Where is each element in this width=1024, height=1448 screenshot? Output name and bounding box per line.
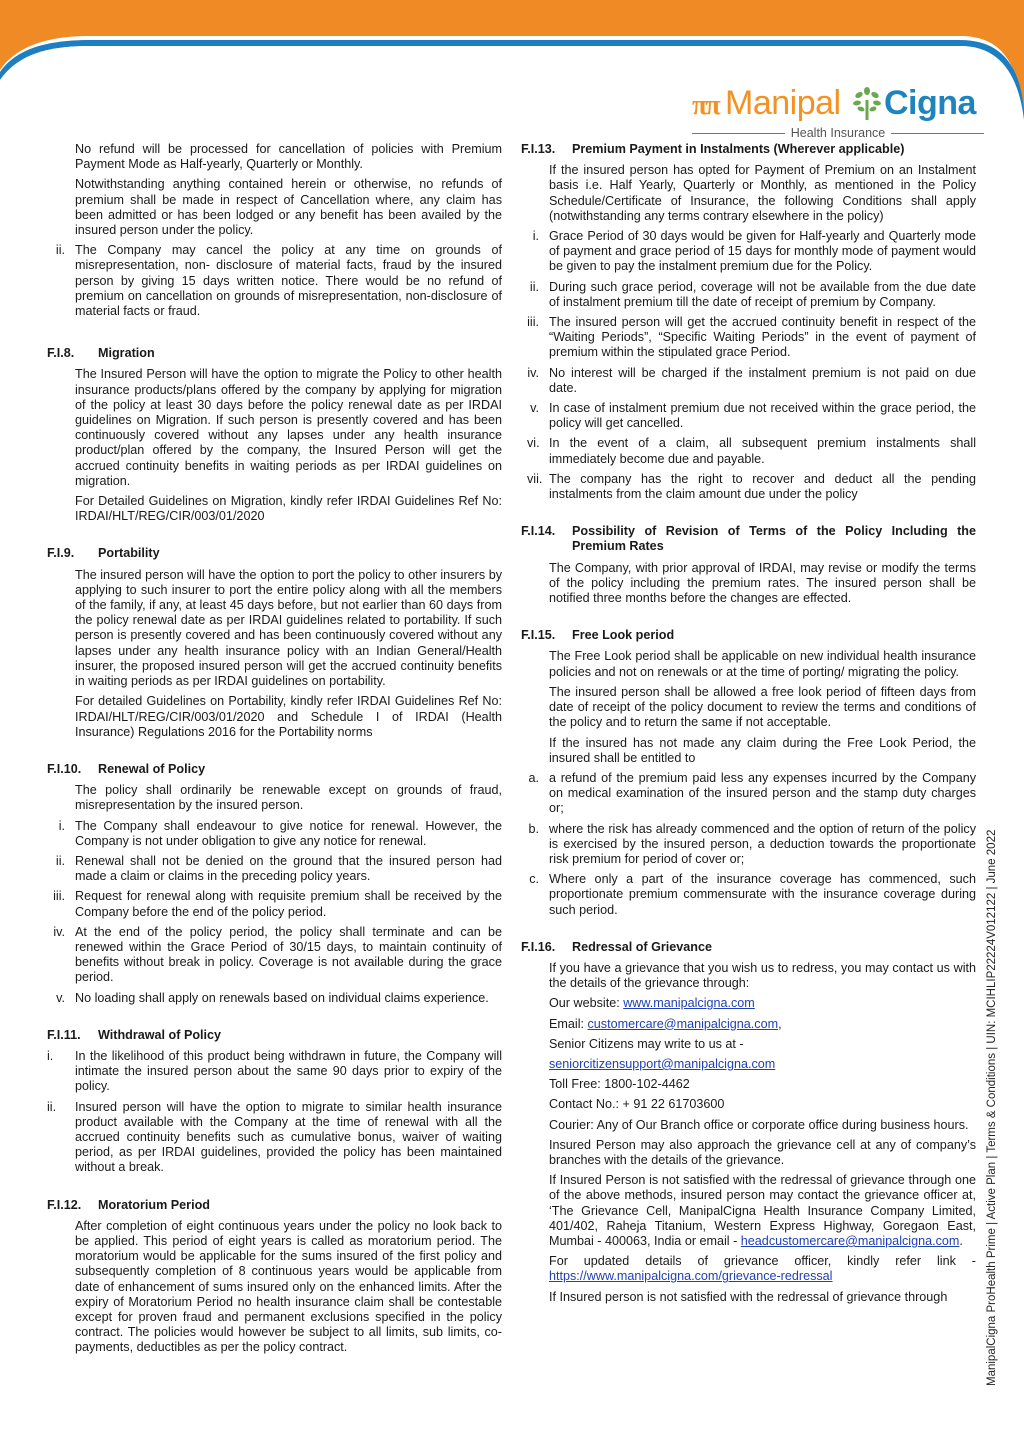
contact-number: Contact No.: + 91 22 61703600 bbox=[549, 1097, 725, 1112]
paragraph: Courier: Any of Our Branch office or corporate office during business hours. bbox=[549, 1117, 969, 1132]
list-text: In the event of a claim, all subsequent premium instalments shall immediately become due and payable. bbox=[549, 436, 976, 466]
email-label: Email: bbox=[549, 1016, 588, 1031]
list-text: The insured person will get the accrued continuity benefit in respect of the “Waiting Periods”, “Specific Waiting Periods” in the event of payment of premium within the stipulated grace Period. bbox=[549, 315, 976, 360]
section-heading bbox=[47, 1028, 502, 1043]
right-column bbox=[521, 142, 976, 1305]
toll-free: Toll Free: 1800-102-4462 bbox=[549, 1077, 690, 1092]
list-marker: iii. bbox=[53, 889, 65, 904]
logo-subtitle bbox=[692, 126, 984, 140]
list-item bbox=[527, 315, 976, 361]
website-line bbox=[549, 996, 976, 1011]
list-text: Where only a part of the insurance coverage has commenced, such proportionate premium commensurate with the insurance coverage during such period. bbox=[549, 872, 976, 917]
side-footer-text: ManipalCigna ProHealth Prime | Active Plan | Terms & Conditions | UIN: MCIHLIP22224V012122 | June 2022 bbox=[986, 829, 998, 1386]
logo-mark: ππ bbox=[692, 90, 719, 121]
list-marker: c. bbox=[529, 872, 539, 887]
paragraph: Notwithstanding anything contained herein or otherwise, no refunds of premium shall be made in respect of Cancellation where, any claim has been admitted or has been lodged or any benefit has been availed by the insured person under the policy. bbox=[75, 177, 502, 238]
section-number: F.I.12. bbox=[47, 1197, 82, 1212]
paragraph bbox=[549, 1254, 976, 1284]
section-title: Portability bbox=[98, 546, 160, 561]
list-marker: vi. bbox=[527, 436, 540, 451]
section-number: F.I.14. bbox=[521, 524, 556, 539]
section-title: Redressal of Grievance bbox=[572, 939, 713, 954]
paragraph: The Company, with prior approval of IRDAI, may revise or modify the terms of the policy including the premium rates. The insured person shall be notified three months before the changes are effected. bbox=[549, 560, 976, 606]
list-marker: i. bbox=[532, 229, 539, 244]
paragraph: No refund will be processed for cancellation of policies with Premium Payment Mode as Half-yearly, Quarterly or Monthly. bbox=[75, 142, 502, 172]
list-item bbox=[527, 365, 976, 396]
paragraph: The Free Look period shall be applicable on new individual health insurance policies and not on renewals or at the time of porting/ migrating the policy. bbox=[549, 649, 976, 679]
list-item bbox=[53, 889, 502, 919]
paragraph: Insured Person may also approach the grievance cell at any of company’s branches with the details of the grievance. bbox=[549, 1137, 976, 1167]
list-item bbox=[529, 279, 976, 310]
list-text: In case of instalment premium due not received within the grace period, the policy will get cancelled. bbox=[549, 401, 976, 431]
senior-email-line bbox=[549, 1057, 976, 1072]
paragraph: The insured person will have the option to port the policy to other insurers by applying to such insurer to port the entire policy along with all the members of the family, if any, at least 45 days before, but not earlier than 60 days from the policy renewal date as per IRDAI guidelines related to portability. If such person is presently covered and has been continuously covered without any lapses under any health insurance policy with an Indian General/Health insurer, the proposed insured person will get the accrued continuity benefits in waiting periods as per IRDAI guidelines on portability. bbox=[75, 567, 502, 689]
list-text: The company has the right to recover and deduct all the pending instalments from the claim amount due under the policy bbox=[549, 471, 976, 502]
list-marker: ii. bbox=[529, 279, 539, 294]
list-marker: ii. bbox=[55, 243, 65, 258]
paragraph: The insured person shall be allowed a free look period of fifteen days from date of receipt of the policy document to review the terms and conditions of the policy and to return the same if not acceptable. bbox=[549, 684, 976, 730]
section-heading bbox=[47, 346, 502, 361]
list-item bbox=[58, 818, 502, 849]
updated-text: For updated details of grievance officer, kindly refer link - bbox=[549, 1254, 976, 1269]
email-link[interactable]: customercare@manipalcigna.com bbox=[587, 1016, 779, 1031]
section-number: F.I.10. bbox=[47, 761, 82, 776]
logo-name-manipal: Manipal bbox=[725, 84, 841, 122]
list-marker: v. bbox=[530, 401, 539, 416]
section-title: Migration bbox=[98, 346, 155, 361]
list-marker: a. bbox=[528, 770, 539, 785]
list-item bbox=[55, 853, 502, 884]
list-marker: ii. bbox=[47, 1099, 57, 1114]
paragraph bbox=[549, 1173, 976, 1249]
unsatisfied-text: If Insured Person is not satisfied with the redressal of grievance through one of the above methods, insured person may contact the grievance officer at, ‘The Grievance Cell, ManipalCigna Health Insurance Company Limited, 401/402, Raheja Titanium, Western Express Highway, Goregaon East, Mumbai - 400063, India or email - bbox=[549, 1173, 976, 1248]
section-heading bbox=[47, 762, 502, 777]
list-text: Renewal shall not be denied on the ground that the insured person had made a claim or claims in the preceding policy years. bbox=[75, 853, 502, 884]
section-title: Premium Payment in Instalments (Wherever applicable) bbox=[572, 142, 905, 156]
website-link[interactable]: www.manipalcigna.com bbox=[623, 996, 755, 1011]
paragraph: The Insured Person will have the option to migrate the Policy to other health insurance products/plans offered by the company by applying for migration of the policy at least 30 days before the policy renewal date as per IRDAI guidelines on Migration. If such person is presently covered and has been continuously covered without any lapses under any health insurance product/plan offered by the company, the Insured Person will get the accrued continuity benefits in waiting periods as per IRDAI guidelines on migration. bbox=[75, 367, 502, 488]
grievance-link[interactable]: https://www.manipalcigna.com/grievance-redressal bbox=[549, 1269, 833, 1284]
list-marker: iv. bbox=[53, 924, 65, 939]
list-marker: i. bbox=[58, 818, 65, 833]
list-text: No interest will be charged if the instalment premium is not paid on due date. bbox=[549, 365, 976, 395]
list-item bbox=[47, 1100, 502, 1176]
list-item bbox=[530, 401, 976, 431]
list-item bbox=[529, 872, 976, 918]
list-item bbox=[528, 770, 976, 817]
paragraph: If the insured has not made any claim during the Free Look Period, the insured shall be entitled to bbox=[549, 735, 976, 765]
divider bbox=[891, 133, 984, 134]
list-item bbox=[55, 243, 502, 319]
list-item bbox=[47, 1049, 502, 1095]
list-text: Request for renewal along with requisite premium shall be received by the Company before the end of the policy period. bbox=[75, 889, 502, 919]
section-title: Moratorium Period bbox=[98, 1197, 210, 1212]
paragraph: If you have a grievance that you wish us to redress, you may contact us with the details of the grievance through: bbox=[549, 960, 976, 991]
logo-subtitle-text: Health Insurance bbox=[790, 126, 886, 140]
list-item bbox=[532, 229, 976, 275]
list-marker: ii. bbox=[55, 853, 65, 868]
list-marker: i. bbox=[47, 1048, 54, 1063]
list-item bbox=[53, 924, 502, 986]
logo-name-cigna: Cigna bbox=[884, 84, 976, 122]
list-text: Grace Period of 30 days would be given for Half-yearly and Quarterly mode of payment and grace period of 15 days for monthly mode of payment would be given to pay the instalment premium due for the Policy. bbox=[549, 229, 976, 274]
tree-icon bbox=[852, 86, 882, 122]
section-heading bbox=[521, 628, 976, 643]
list-text: No loading shall apply on renewals based on individual claims experience. bbox=[75, 990, 489, 1005]
list-text: In the likelihood of this product being withdrawn in future, the Company will intimate the insured person about the same 90 days prior to expiry of the policy. bbox=[75, 1048, 502, 1094]
section-number: F.I.15. bbox=[521, 628, 556, 643]
list-item bbox=[527, 436, 976, 466]
paragraph: For detailed Guidelines on Portability, kindly refer IRDAI Guidelines Ref No: IRDAI/HLT/REG/CIR/003/01/2020 and Schedule I of IRDAI (Health Insurance) Regulations 2016 for the Portability norms bbox=[75, 694, 502, 739]
list-item bbox=[528, 821, 976, 868]
head-email-link[interactable]: headcustomercare@manipalcigna.com bbox=[740, 1233, 960, 1248]
paragraph: After completion of eight continuous years under the policy no look back to be applied. This period of eight years is called as moratorium period. The moratorium would be applicable for the sums insured of the first policy and subsequently completion of 8 continuous years would be applicable from date of enhancement of sums insured only on the enhanced limits. After the expiry of Moratorium Period no health insurance claim shall be contestable except for proven fraud and permanent exclusions specified in the policy contract. The policies would however be subject to all limits, sub limits, co-payments, deductibles as per the policy contract. bbox=[75, 1218, 502, 1355]
company-logo bbox=[692, 84, 984, 142]
list-marker: vii. bbox=[527, 471, 543, 486]
paragraph: If the insured person has opted for Payment of Premium on an Instalment basis i.e. Half Yearly, Quarterly or Monthly, as mentioned in the Policy Schedule/Certificate of Insurance, the following Conditions shall apply (notwithstanding any terms contrary elsewhere in the policy) bbox=[549, 163, 976, 223]
list-text: where the risk has already commenced and the option of return of the policy is exercised by the insured person, a deduction towards the proportionate risk premium for period of cover or; bbox=[549, 821, 976, 866]
section-title: Renewal of Policy bbox=[98, 761, 206, 776]
section-title: Withdrawal of Policy bbox=[98, 1027, 222, 1042]
paragraph: For Detailed Guidelines on Migration, kindly refer IRDAI Guidelines Ref No: IRDAI/HLT/REG/CIR/003/01/2020 bbox=[75, 494, 502, 524]
list-text: a refund of the premium paid less any expenses incurred by the Company on medical examination of the insured person and the stamp duty charges or; bbox=[549, 770, 976, 816]
list-text: The Company may cancel the policy at any time on grounds of misrepresentation, non- disclosure of material facts, fraud by the insured person by giving 15 days written notice. There would be no refund of premium on cancellation on grounds of misrepresentation, non-disclosure of material facts or fraud. bbox=[75, 243, 502, 319]
section-number: F.I.8. bbox=[47, 346, 75, 361]
list-marker: b. bbox=[528, 821, 539, 836]
senior-email-link[interactable]: seniorcitizensupport@manipalcigna.com bbox=[549, 1056, 776, 1071]
head-email-suffix: . bbox=[959, 1233, 963, 1248]
section-title: Free Look period bbox=[572, 628, 675, 643]
divider bbox=[692, 133, 785, 134]
section-heading bbox=[47, 546, 502, 561]
section-number: F.I.13. bbox=[521, 142, 556, 156]
paragraph: The policy shall ordinarily be renewable except on grounds of fraud, misrepresentation by the insured person. bbox=[75, 783, 502, 813]
list-marker: iii. bbox=[527, 315, 539, 330]
list-marker: iv. bbox=[527, 365, 539, 380]
list-item bbox=[527, 471, 976, 502]
list-text: At the end of the policy period, the policy shall terminate and can be renewed within the Grace Period of 30/15 days, to maintain continuity of benefits without break in policy. Coverage is not available during the grace period. bbox=[75, 924, 502, 985]
senior-label: Senior Citizens may write to us at - bbox=[549, 1036, 744, 1051]
email-line bbox=[549, 1017, 976, 1032]
section-heading bbox=[521, 940, 976, 955]
section-title: Possibility of Revision of Terms of the Policy Including the Premium Rates bbox=[572, 524, 976, 554]
left-column bbox=[47, 142, 502, 1361]
section-heading bbox=[521, 142, 976, 157]
list-text: During such grace period, coverage will not be available from the due date of instalment premium till the date of receipt of premium by Company. bbox=[549, 279, 976, 309]
section-number: F.I.11. bbox=[47, 1027, 81, 1042]
section-number: F.I.16. bbox=[521, 939, 556, 954]
list-text: The Company shall endeavour to give notice for renewal. However, the Company is not under obligation to give any notice for renewal. bbox=[75, 818, 502, 848]
list-text: Insured person will have the option to migrate to similar health insurance product available with the Company at the time of renewal with all the accrued continuity benefits such as cumulative bonus, waiver of waiting period, as per IRDAI guidelines, provided the policy has been maintained without a break. bbox=[75, 1099, 502, 1175]
section-number: F.I.9. bbox=[47, 546, 75, 561]
email-suffix: , bbox=[778, 1016, 782, 1031]
paragraph: If Insured person is not satisfied with the redressal of grievance through bbox=[549, 1289, 948, 1304]
website-label: Our website: bbox=[549, 996, 624, 1011]
list-marker: v. bbox=[56, 990, 65, 1005]
list-item bbox=[56, 990, 502, 1006]
section-heading bbox=[521, 524, 976, 554]
section-heading bbox=[47, 1198, 502, 1213]
